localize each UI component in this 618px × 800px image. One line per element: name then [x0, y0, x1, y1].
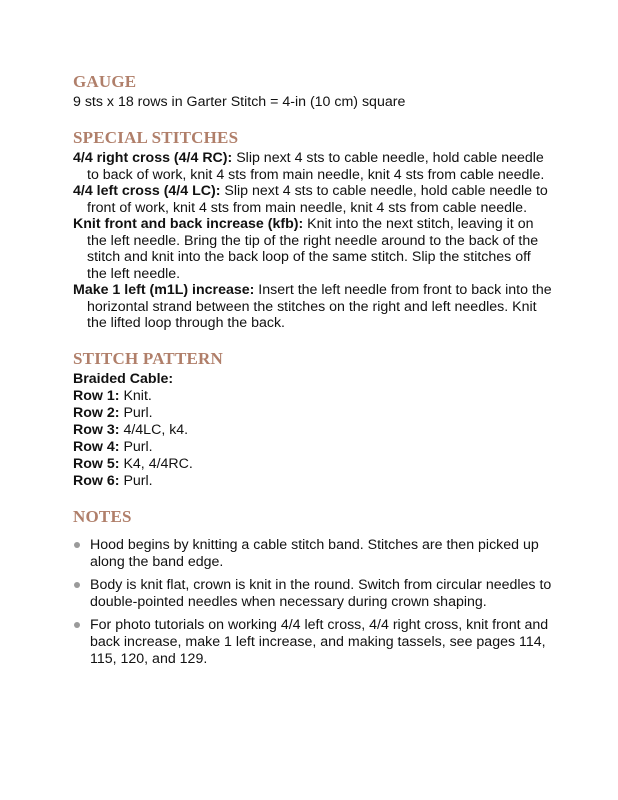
pattern-row: [73, 439, 553, 456]
stitch-description: Knit into the next stitch, leaving it on the left needle. Bring the tip of the right needle around to the back of the stitch and knit into the back loop of the same stitch. Slip the stitches off the left needle.: [87, 216, 539, 282]
stitch-term: Make 1 left (m1L) increase:: [73, 282, 255, 298]
stitch-pattern-heading: STITCH PATTERN: [73, 348, 224, 368]
row-instruction: Purl.: [119, 438, 153, 455]
notes-heading: NOTES: [73, 506, 132, 526]
page-content: [73, 72, 553, 685]
gauge-section: [73, 72, 553, 111]
gauge-heading: GAUGE: [73, 72, 137, 91]
stitch-definition: [73, 216, 553, 282]
pattern-row: [73, 456, 553, 473]
stitch-pattern-section: [73, 349, 553, 490]
row-label: Row 6:: [73, 472, 120, 489]
row-instruction: Knit.: [119, 387, 152, 404]
stitch-term: 4/4 right cross (4/4 RC):: [73, 150, 233, 166]
pattern-row: [73, 405, 553, 422]
stitch-term: Knit front and back increase (kfb):: [73, 216, 304, 232]
row-label: Row 1:: [73, 387, 120, 404]
row-instruction: 4/4LC, k4.: [119, 421, 189, 438]
note-item: [73, 617, 553, 668]
pattern-row: [73, 473, 553, 490]
stitch-term: 4/4 left cross (4/4 LC):: [73, 183, 221, 199]
pattern-row: [73, 388, 553, 405]
note-text: Body is knit flat, crown is knit in the round. Switch from circular needles to double-pointed needles when necessary during crown shaping.: [90, 576, 552, 610]
notes-list: [73, 537, 553, 668]
stitch-definition: [73, 183, 553, 216]
row-label: Row 4:: [73, 438, 120, 455]
stitch-description: Slip next 4 sts to cable needle, hold cable needle to back of work, knit 4 sts from main needle, knit 4 sts from cable needle.: [87, 150, 545, 183]
bullet-icon: [74, 542, 80, 548]
special-stitches-section: [73, 128, 553, 332]
pattern-row: [73, 422, 553, 439]
notes-section: [73, 507, 553, 668]
stitch-definition: [73, 282, 553, 332]
note-text: Hood begins by knitting a cable stitch band. Stitches are then picked up along the band edge.: [90, 536, 539, 570]
pattern-subheading: Braided Cable:: [73, 370, 174, 387]
note-item: [73, 537, 553, 571]
row-label: Row 2:: [73, 404, 120, 421]
gauge-text: 9 sts x 18 rows in Garter Stitch = 4-in (10 cm) square: [73, 94, 406, 110]
row-instruction: Purl.: [119, 472, 153, 489]
row-instruction: Purl.: [119, 404, 153, 421]
bullet-icon: [74, 582, 80, 588]
stitch-description: Insert the left needle from front to back into the horizontal strand between the stitches on the right and left needles. Knit the lifted loop through the back.: [87, 282, 552, 331]
special-stitches-heading: SPECIAL STITCHES: [73, 128, 239, 147]
stitch-description: Slip next 4 sts to cable needle, hold cable needle to front of work, knit 4 sts from main needle, knit 4 sts from cable needle.: [87, 183, 548, 216]
row-label: Row 3:: [73, 421, 120, 438]
note-text: For photo tutorials on working 4/4 left cross, 4/4 right cross, knit front and back increase, make 1 left increase, and making tassels, see pages 114, 115, 120, and 129.: [90, 616, 549, 667]
note-item: [73, 577, 553, 611]
row-label: Row 5:: [73, 455, 120, 472]
stitch-definition: [73, 150, 553, 183]
bullet-icon: [74, 622, 80, 628]
row-instruction: K4, 4/4RC.: [119, 455, 193, 472]
